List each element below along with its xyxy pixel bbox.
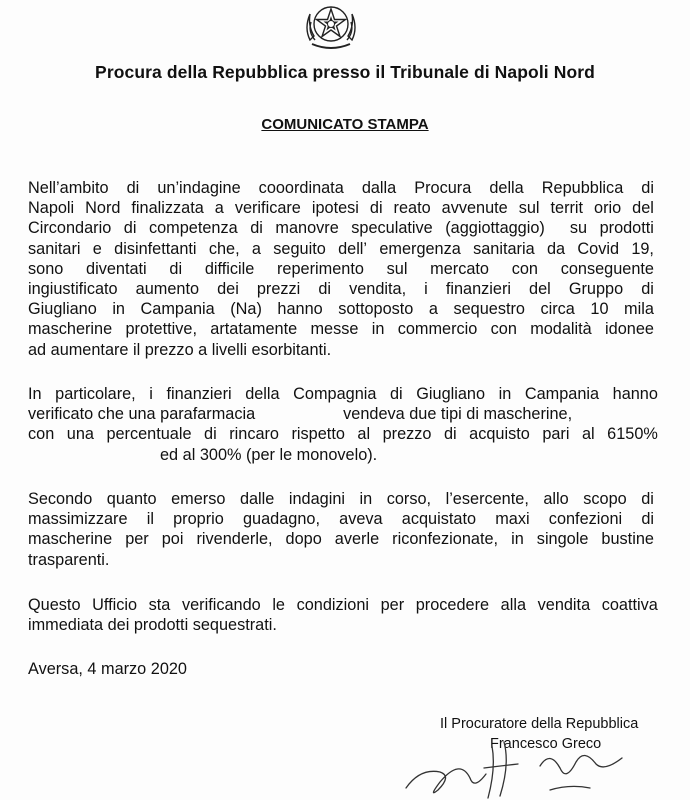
paragraph-investigation bbox=[28, 178, 654, 360]
italian-republic-emblem-icon bbox=[302, 0, 360, 52]
paragraph-line: immediata dei prodotti sequestrati. bbox=[28, 616, 277, 635]
paragraph-line: ad aumentare il prezzo a livelli esorbitanti. bbox=[28, 340, 332, 359]
paragraph-details bbox=[28, 384, 658, 465]
paragraph-line: mascherine protettive, artatamente messe in commercio con modalità idonee bbox=[28, 320, 654, 339]
paragraph-line: Circondario di competenza di manovre speculative (aggiottaggio) su prodotti bbox=[28, 219, 654, 238]
place-and-date: Aversa, 4 marzo 2020 bbox=[28, 660, 187, 678]
signatory-name: Francesco Greco bbox=[490, 736, 602, 752]
paragraph-line: In particolare, i finanzieri della Compagnia di Giugliano in Campania hanno bbox=[28, 385, 658, 403]
issuing-office-title: Procura della Repubblica presso il Tribunale di Napoli Nord bbox=[95, 62, 595, 82]
paragraph-line: sanitari e disinfettanti che, a seguito dell’ emergenza sanitaria da Covid 19, bbox=[28, 239, 654, 258]
paragraph-conclusion bbox=[28, 595, 658, 635]
paragraph-line: Giugliano in Campania (Na) hanno sottoposto a sequestro circa 10 mila bbox=[28, 300, 654, 319]
paragraph-line: Secondo quanto emerso dalle indagini in corso, l’esercente, allo scopo di bbox=[28, 490, 654, 508]
paragraph-line bbox=[28, 404, 658, 424]
text-before-redaction: verificato che una parafarmacia bbox=[28, 405, 256, 424]
paragraph-findings bbox=[28, 489, 654, 570]
paragraph-line: Questo Ufficio sta verificando le condizioni per procedere alla vendita coattiva bbox=[28, 596, 658, 614]
paragraph-line: trasparenti. bbox=[28, 550, 110, 569]
signatory-title: Il Procuratore della Repubblica bbox=[440, 716, 639, 732]
handwritten-signature-icon bbox=[400, 738, 660, 800]
paragraph-line: massimizzare il proprio guadagno, aveva acquistato maxi confezioni di bbox=[28, 510, 654, 529]
document-heading: COMUNICATO STAMPA bbox=[261, 116, 429, 133]
paragraph-line: Napoli Nord finalizzata a verificare ipotesi di reato avvenute sul territ orio del bbox=[28, 199, 654, 218]
paragraph-line: ingiustificato aumento dei prezzi di vendita, i finanzieri del Gruppo di bbox=[28, 280, 654, 299]
text-after-redaction: vendeva due tipi di mascherine, bbox=[343, 405, 573, 424]
paragraph-line: Nell’ambito di un’indagine cooordinata dalla Procura della Repubblica di bbox=[28, 179, 654, 197]
paragraph-line: ed al 300% (per le monovelo). bbox=[160, 445, 378, 464]
paragraph-line: sono diventati di difficile reperimento sul mercato con conseguente bbox=[28, 259, 654, 278]
paragraph-line: con una percentuale di rincaro rispetto al prezzo di acquisto pari al 6150% bbox=[28, 425, 658, 444]
paragraph-line: mascherine per poi rivenderle, dopo averle riconfezionate, in singole bustine bbox=[28, 530, 654, 549]
